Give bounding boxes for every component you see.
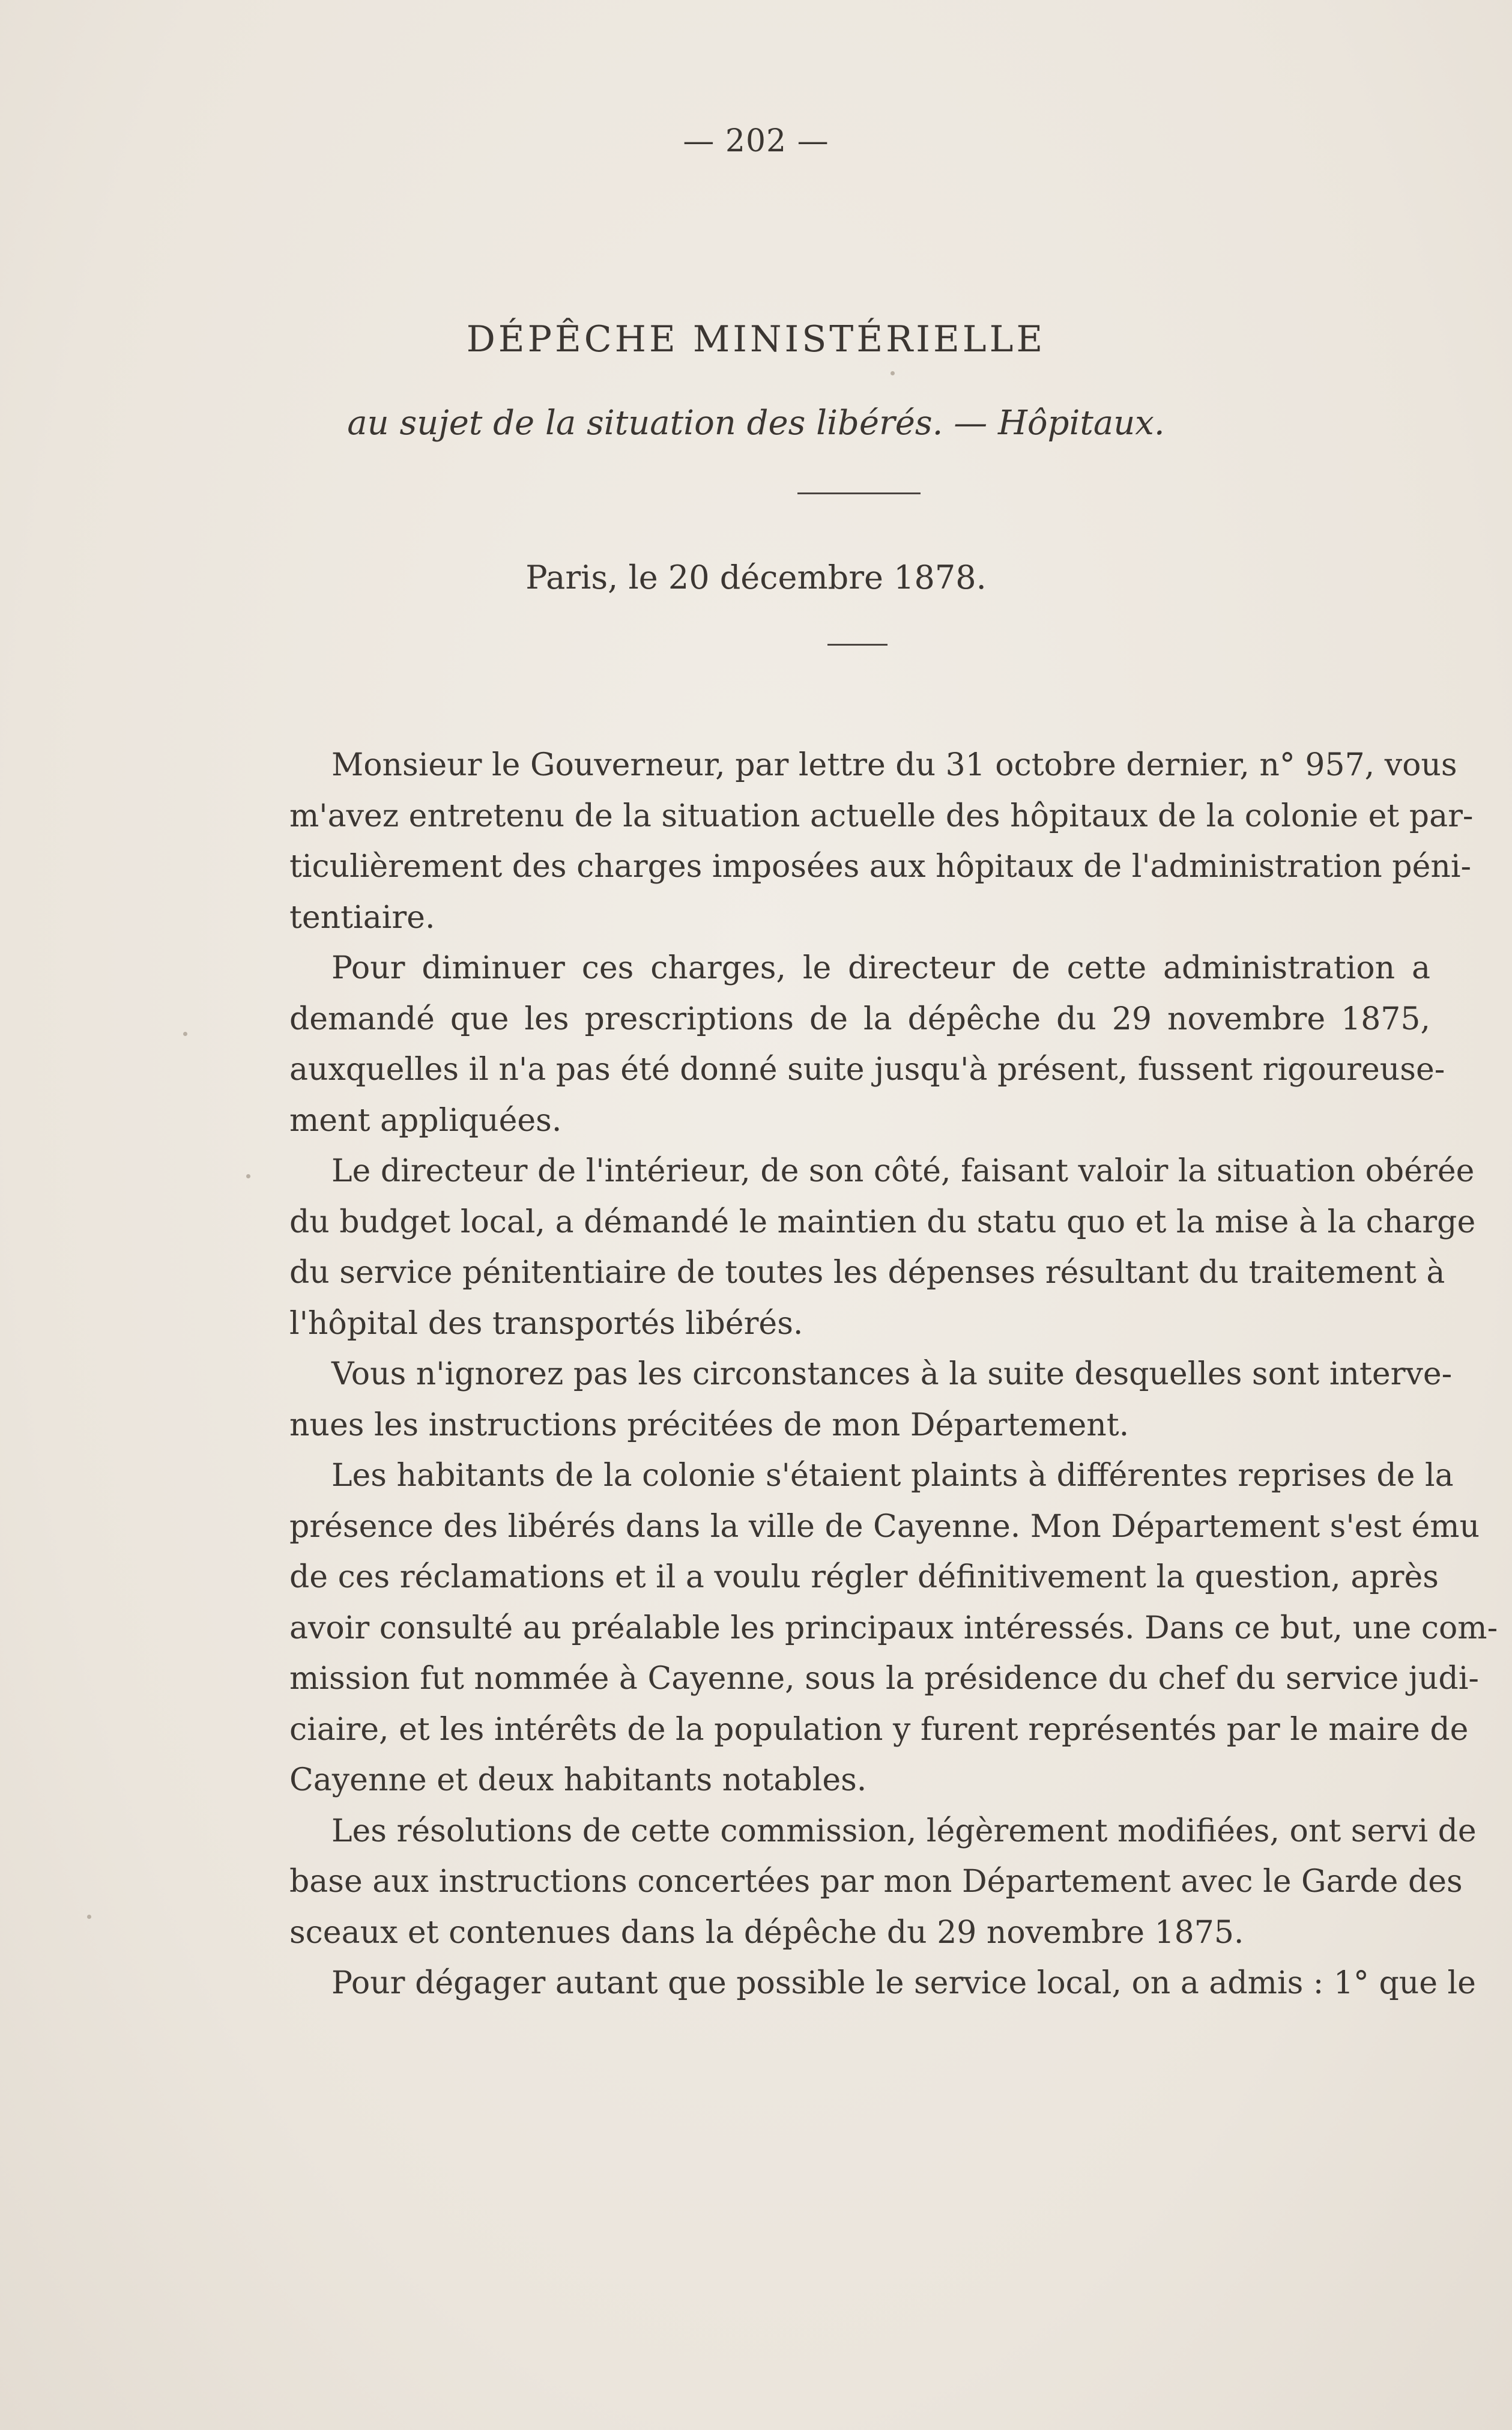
text-line: avoir consulté au préalable les principaux intéressés. Dans ce but, une com- (289, 1610, 1498, 1646)
text-line: Vous n'ignorez pas les circonstances à la suite desquelles sont interve- (331, 1356, 1453, 1392)
paragraph (289, 943, 1445, 1146)
text-line: l'hôpital des transportés libérés. (289, 1305, 803, 1342)
text-line: ticulièrement des charges imposées aux hôpitaux de l'administration péni- (289, 849, 1472, 885)
document-title: DÉPÊCHE MINISTÉRIELLE (466, 318, 1046, 360)
paragraph (289, 1958, 1476, 2009)
text-line: Monsieur le Gouverneur, par lettre du 31 octobre dernier, n° 957, vous (331, 747, 1457, 783)
document-subtitle: au sujet de la situation des libérés. — Hôpitaux. (347, 404, 1165, 443)
text-line: ciaire, et les intérêts de la population y furent représentés par le maire de (289, 1711, 1469, 1748)
paper-speck (183, 1032, 187, 1036)
text-line: ment appliquées. (289, 1102, 562, 1139)
text-line: tentiaire. (289, 899, 435, 936)
text-line: Les habitants de la colonie s'étaient plaints à différentes reprises de la (331, 1458, 1454, 1494)
text-line: demandé que les prescriptions de la dépêche du 29 novembre 1875, (289, 1001, 1430, 1037)
text-line: Pour dégager autant que possible le service local, on a admis : 1° que le (331, 1965, 1476, 2001)
paragraph (289, 1349, 1453, 1450)
dateline: Paris, le 20 décembre 1878. (525, 559, 987, 596)
text-line: du budget local, a démandé le maintien du statu quo et la mise à la charge (289, 1204, 1476, 1240)
page-number: — 202 — (683, 123, 829, 159)
text-line: du service pénitentiaire de toutes les dépenses résultant du traitement à (289, 1255, 1445, 1291)
text-line: base aux instructions concertées par mon Département avec le Garde des (289, 1864, 1463, 1900)
text-line: présence des libérés dans la ville de Cayenne. Mon Département s'est ému (289, 1508, 1480, 1545)
text-line: m'avez entretenu de la situation actuelle des hôpitaux de la colonie et par- (289, 798, 1474, 834)
paragraph (289, 1806, 1477, 1959)
text-line: auxquelles il n'a pas été donné suite jusqu'à présent, fussent rigoureuse- (289, 1052, 1445, 1088)
text-line: nues les instructions précitées de mon Département. (289, 1407, 1129, 1443)
paragraph (289, 1450, 1498, 1806)
paragraph (289, 1146, 1476, 1349)
text-line: mission fut nommée à Cayenne, sous la présidence du chef du service judi- (289, 1661, 1479, 1697)
paper-speck (891, 371, 895, 375)
text-line: de ces réclamations et il a voulu régler définitivement la question, après (289, 1559, 1439, 1595)
letter-body (289, 740, 1498, 2009)
text-line: sceaux et contenues dans la dépêche du 29 novembre 1875. (289, 1914, 1244, 1951)
divider-rule (797, 492, 921, 494)
text-line: Cayenne et deux habitants notables. (289, 1762, 867, 1798)
paper-speck (246, 1174, 250, 1178)
text-line: Les résolutions de cette commission, légèrement modifiées, ont servi de (331, 1813, 1477, 1849)
text-line: Le directeur de l'intérieur, de son côté, faisant valoir la situation obérée (331, 1153, 1475, 1189)
paragraph (289, 740, 1474, 943)
paper-speck (87, 1915, 91, 1919)
divider-rule (827, 644, 888, 646)
text-line: Pour diminuer ces charges, le directeur de cette administration a (331, 950, 1430, 986)
